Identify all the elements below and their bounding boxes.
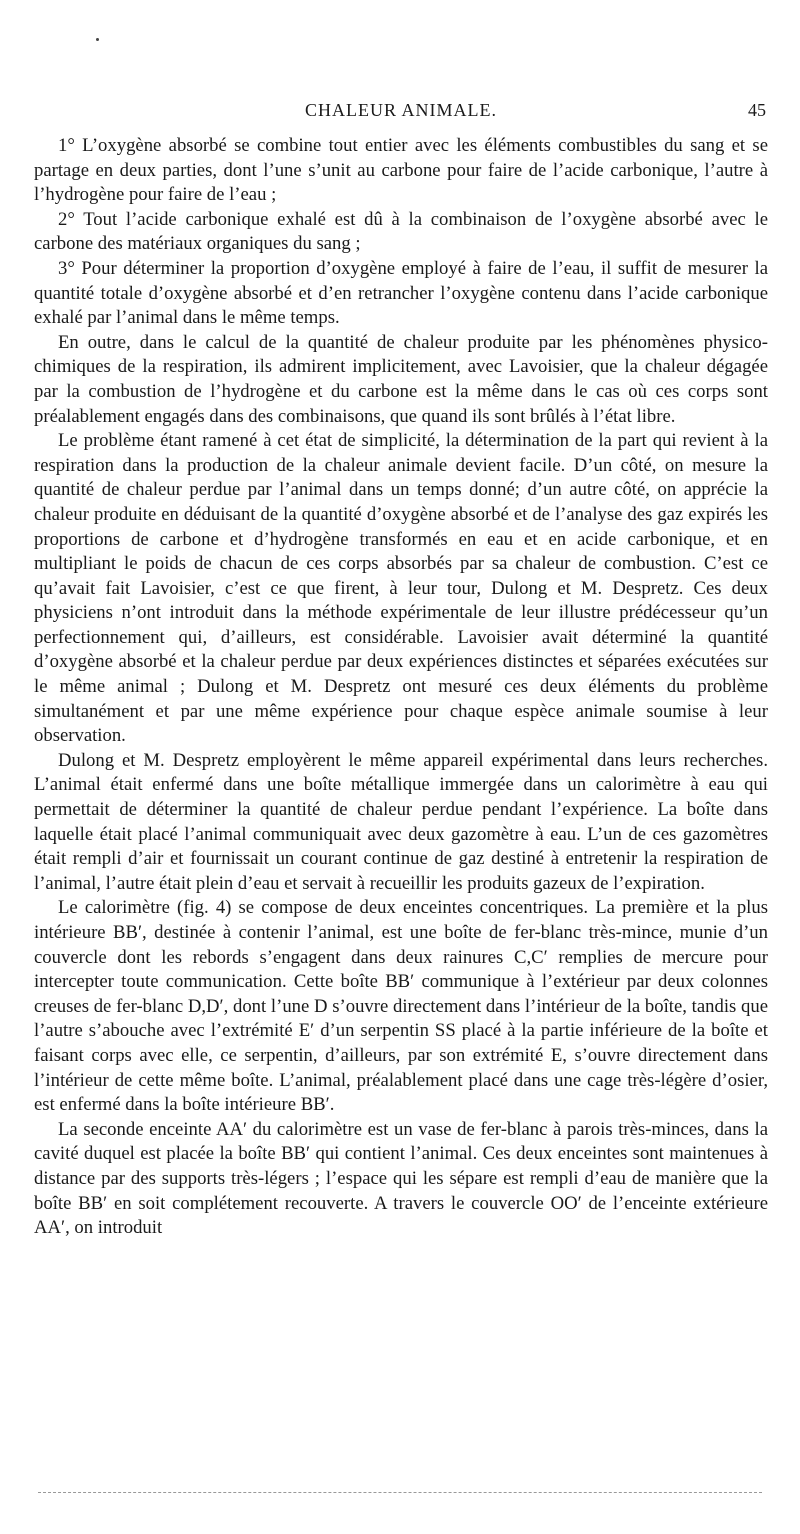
page-number: 45 (748, 100, 766, 120)
paragraph-7: Le calorimètre (fig. 4) se compose de deux enceintes concentriques. La première et la plus intérieure BB′, destinée à contenir l’animal, est une boîte de fer-blanc très-mince, munie d’un couvercle dont les rebords s’engagent dans deux rainures C,C′ remplies de mercure pour intercepter toute communication. Cette boîte BB′ communique à l’extérieur par deux colonnes creuses de fer-blanc D,D′, dont l’une D s’ouvre directement dans l’intérieur de la boîte, tandis que l’autre s’abouche avec l’extrémité E′ d’un serpentin SS placé à la partie inférieure de la boîte et faisant corps avec elle, ce serpentin, d’ailleurs, par son extrémité E, s’ouvre directement dans l’intérieur de cette même boîte. L’animal, préalablement placé dans une cage très-légère d’osier, est enfermé dans la boîte intérieure BB′. (34, 897, 768, 1116)
paragraph-6: Dulong et M. Despretz employèrent le même appareil expérimental dans leurs recherches. L’animal était enfermé dans une boîte métallique immergée dans un calorimètre à eau qui permettait de déterminer la quantité de chaleur perdue pendant l’expérience. La boîte dans laquelle était placé l’animal communiquait avec deux gazomètre à eau. L’un de ces gazomètres était rempli d’air et fournissait un courant continue de gaz destiné à entretenir la respiration de l’animal, l’autre était plein d’eau et servait à recueillir les produits gazeux de l’expiration. (34, 749, 768, 894)
running-title: CHALEUR ANIMALE. (305, 100, 497, 120)
paragraph-3: 3° Pour déterminer la proportion d’oxygène employé à faire de l’eau, il suffit de mesurer la quantité totale d’oxygène absorbé et d’en retrancher l’oxygène contenu dans l’acide carbonique exhalé par l’animal dans le même temps. (34, 257, 768, 329)
footer-rule (38, 1492, 762, 1493)
page-header (34, 100, 768, 130)
paragraph-2: 2° Tout l’acide carbonique exhalé est dû à la combinaison de l’oxygène absorbé avec le carbone des matériaux organiques du sang ; (34, 208, 768, 255)
paragraph-8: La seconde enceinte AA′ du calorimètre est un vase de fer-blanc à parois très-minces, dans la cavité duquel est placée la boîte BB′ qui contient l’animal. Ces deux enceintes sont maintenues à distance par des supports très-légers ; l’espace qui les sépare est rempli d’eau de manière que la boîte BB′ en soit complétement recouverte. A travers le couvercle OO′ de l’enceinte extérieure AA′, on introduit (34, 1118, 768, 1239)
paragraph-4: En outre, dans le calcul de la quantité de chaleur produite par les phénomènes physico-chimiques de la respiration, ils admirent implicitement, avec Lavoisier, que la chaleur dégagée par la combustion de l’hydrogène et du carbone est la même dans le cas où ces corps sont préalablement engagés dans des combinaisons, que quand ils sont brûlés à l’état libre. (34, 331, 768, 427)
paragraph-5: Le problème étant ramené à cet état de simplicité, la détermination de la part qui revient à la respiration dans la production de la chaleur animale devient facile. D’un côté, on mesure la quantité de chaleur perdue par l’animal dans un temps donné; d’un autre côté, on apprécie la chaleur produite en déduisant de la quantité d’oxygène absorbé et de l’analyse des gaz expirés les proportions de carbone et d’hydrogène transformés en eau et en acide carbonique, et en multipliant le poids de chacun de ces corps absorbés par sa chaleur de combustion. C’est ce qu’avait fait Lavoisier, c’est ce que firent, à leur tour, Dulong et M. Despretz. Ces deux physiciens n’ont introduit dans la méthode expérimentale de leur illustre prédécesseur qu’un perfectionnement qui, d’ailleurs, est considérable. Lavoisier avait déterminé la quantité d’oxygène absorbé et la chaleur perdue par deux expériences distinctes et séparées exécutées sur le même animal ; Dulong et M. Despretz ont mesuré ces deux éléments du problème simultanément et par une même expérience pour chaque espèce animale soumise à leur observation. (34, 430, 768, 747)
print-speck (96, 38, 99, 41)
paragraph-1: 1° L’oxygène absorbé se combine tout entier avec les éléments combustibles du sang et se partage en deux parties, dont l’une s’unit au carbone pour faire de l’acide carbonique, l’autre à l’hydrogène pour faire de l’eau ; (34, 135, 768, 206)
page-body (34, 134, 768, 1241)
